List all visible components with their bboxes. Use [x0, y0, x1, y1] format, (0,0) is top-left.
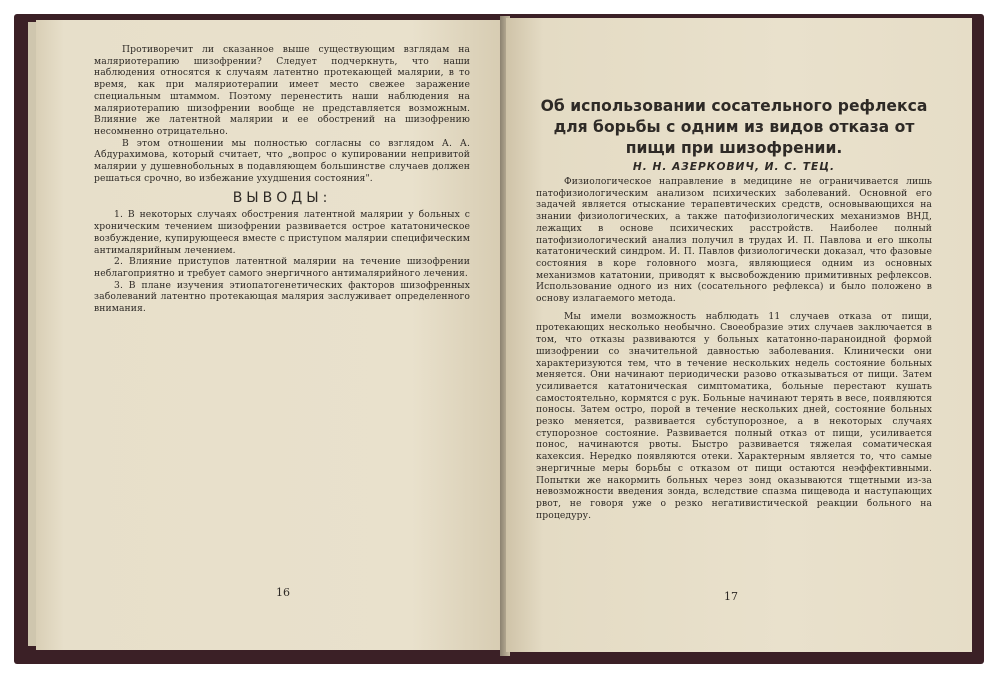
article-authors: Н. Н. АЗЕРКОВИЧ, И. С. ТЕЦ.: [632, 161, 836, 173]
conclusions-heading: ВЫВОДЫ:: [232, 190, 332, 207]
right-paragraph-1: Физиологическое направление в медицине не ограничивается лишь патофизиологическим анализом психических заболеваний. Основной его задачей является отыскание терапевтических средств, основывающихся на знании физиологических, а также патофизиологических механизмов ВНД, лежащих в основе психических расстройств. Наиболее полный патофизиологический анализ получил в трудах И. П. Павлова и его школы кататонический синдром. И. П. Павлов физиологически доказал, что фазовые состояния в коре головного мозга, являющиеся одним из основных механизмов кататонии, приводят к высвобождению примитивных рефлексов. Использование одного из них (сосательного рефлекса) и было положено в основу излагаемого метода.: [536, 176, 932, 305]
conclusion-item-3: 3. В плане изучения этиопатогенетических факторов шизофренных заболеваний латентно протекающая малярия заслуживает определенного внимания.: [94, 279, 470, 315]
right-page: [506, 18, 972, 652]
left-page: [36, 20, 506, 650]
left-paragraph-2: В этом отношении мы полностью согласны со взглядом А. А. Абдурахимова, который считает, что „вопрос о купировании непривитой малярии у душевнобольных в подавляющем большинстве случаев должен решаться срочно, во избежание ухудшения состояния".: [94, 137, 470, 184]
page-number-left: 16: [276, 586, 290, 599]
conclusion-item-2: 2. Влияние приступов латентной малярии на течение шизофрении неблагоприятно и требует самого энергичного антималярийного лечения.: [94, 256, 470, 279]
left-paragraph-1: Противоречит ли сказанное выше существующим взглядам на маляриотерапию шизофрении? Следует подчеркнуть, что наши наблюдения относятся к случаям латентно протекающей малярии, в то время, как при маляриотерапии имеет место свежее заражение специальным штаммом. Поэтому перенестить наши наблюдения на маляриотерапию шизофрении вообще не представляется возможным. Влияние же латентной малярии и ее обострений на шизофрению несомненно отрицательно.: [94, 44, 470, 137]
conclusion-item-1: 1. В некоторых случаях обострения латентной малярии у больных с хроническим течением шизофрении развивается острое кататоническое возбуждение, купирующееся вместе с приступом малярии специфическим антималярийным лечением.: [94, 209, 470, 256]
right-paragraph-2: Мы имели возможность наблюдать 11 случаев отказа от пищи, протекающих несколько необычно. Своеобразие этих случаев заключается в том, что отказы развиваются у больных кататонно-параноидной формой шизофрении со значительной давностью заболевания. Клинически они характеризуются тем, что в течение нескольких недель состояние больных меняется. Они начинают периодически разово отказываться от пищи. Затем усиливается кататоническая симптоматика, больные перестают кушать самостоятельно, кормятся с рук. Больные начинают терять в весе, появляются поносы. Затем остро, порой в течение нескольких дней, состояние больных резко меняется, развивается субступорозное, а в некоторых случаях ступорозное состояние. Развивается полный отказ от пищи, усиливается понос, начинаются рвоты. Быстро развивается тяжелая соматическая кахексия. Нередко появляются отеки. Характерным является то, что самые энергичные меры борьбы с отказом от пищи остаются неэффективными. Попытки же накормить больных через зонд оказываются тщетными из-за невозможности введения зонда, вследствие спазма пищевода и наступающих рвот, не говоря уже о резко негативистической реакции больного на процедуру.: [536, 310, 933, 521]
article-title: Об использовании сосательного рефлекса для борьбы с одним из видов отказа от пищи при шизофрении.: [540, 97, 928, 157]
page-number-right: 17: [724, 590, 738, 603]
